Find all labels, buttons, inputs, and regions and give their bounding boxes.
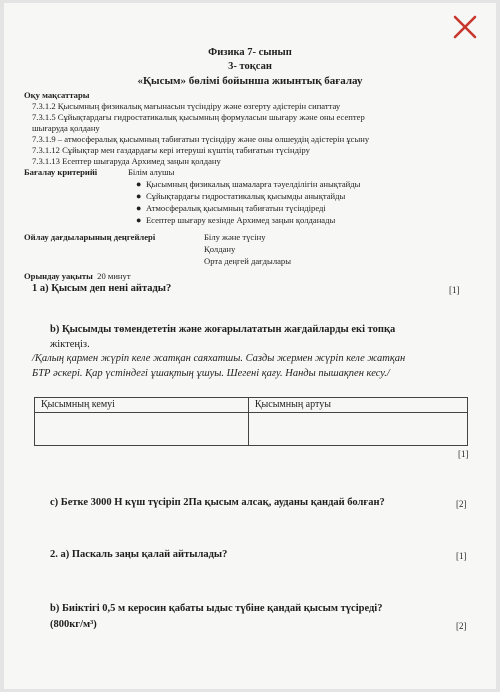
table-header-decrease: Қысымның кемуі (35, 398, 249, 413)
question-2b-density: (800кг/м³) (50, 619, 97, 630)
question-1b-cont: жіктеңіз. (50, 339, 90, 350)
close-x-icon[interactable] (452, 14, 478, 40)
assessment-title: «Қысым» бөлімі бойынша жиынтық бағалау (137, 75, 363, 87)
criteria-sublabel: Білім алушы (128, 167, 175, 177)
objective-item: 7.3.1.9 – атмосфералық қысымның табиғатын түсіндіру және оны өлшеудің әдістерін ұсыну (32, 134, 370, 144)
table-header-increase: Қысымның артуы (248, 398, 467, 413)
criteria-item: ● Сұйықтардағы гидростатикалық қысымды анықтайды (136, 191, 346, 201)
bullet-icon: ● (136, 203, 146, 213)
objectives-label: Оқу мақсаттары (24, 90, 90, 100)
mark-2a: [1] (456, 551, 467, 561)
answer-cell-decrease[interactable] (35, 413, 249, 446)
mark-1a: [1] (449, 285, 460, 295)
time-row: Орындау уақыты 20 минут (24, 271, 131, 281)
objective-item: 7.3.1.12 Сұйықтар мен газдардағы кері итеруші күштің табиғатын түсіндіру (32, 145, 310, 155)
objective-item: шығаруда қолдану (32, 123, 100, 133)
thinking-level: Орта деңгей дағдылары (204, 256, 292, 266)
answer-cell-increase[interactable] (248, 413, 467, 446)
question-1b-examples: /Қалың қармен жүріп келе жатқан саяхатшы. Сазды жермен жүріп келе жатқан (32, 353, 406, 364)
objective-item: 7.3.1.5 Сұйықтардағы гидростатикалық қысымның формуласын шығару және оны есептер (32, 112, 365, 122)
question-1a: 1 а) Қысым деп нені айтады? (32, 283, 172, 294)
term: 3- тоқсан (228, 61, 272, 72)
bullet-icon: ● (136, 215, 146, 225)
criteria-item: ● Есептер шығару кезінде Архимед заңын қолданады (136, 215, 336, 225)
bullet-icon: ● (136, 179, 146, 189)
mark-2b: [2] (456, 621, 467, 631)
criteria-item: ● Атмосфералық қысымның табиғатын түсіндіреді (136, 203, 326, 213)
question-1c: c) Бетке 3000 Н күш түсіріп 2Па қысым алсақ, ауданы қандай болған? (50, 497, 385, 508)
subject-grade: Физика 7- сынып (208, 47, 292, 58)
question-2a: 2. а) Паскаль заңы қалай айтылады? (50, 549, 228, 560)
question-1b-examples-cont: БТР әскері. Қар үстіндегі ұшақтың ұшуы. Шегені қағу. Нанды пышақпен кесу./ (32, 368, 390, 379)
objective-item: 7.3.1.13 Есептер шығаруда Архимед заңын қолдану (32, 156, 221, 166)
thinking-levels-label: Ойлау дағдыларының деңгейлері (24, 232, 156, 242)
bullet-icon: ● (136, 191, 146, 201)
thinking-level: Қолдану (204, 244, 236, 254)
question-1b: b) Қысымды төмендететін және жоғарылататын жағдайларды екі топқа (50, 324, 396, 335)
objective-item: 7.3.1.2 Қысымның физикалық мағынасын түсіндіру және өзгерту әдістерін сипаттау (32, 101, 341, 111)
mark-1c: [2] (456, 499, 467, 509)
mark-1b: [1] (458, 449, 469, 459)
pressure-classification-table (34, 397, 468, 446)
question-2b: b) Биіктігі 0,5 м керосин қабаты ыдыс түбіне қандай қысым түсіреді? (50, 603, 383, 614)
criteria-label: Бағалау критерийі (24, 167, 98, 177)
thinking-level: Білу және түсіну (204, 232, 266, 242)
criteria-item: ● Қысымның физикалық шамаларға тәуелділігін анықтайды (136, 179, 361, 189)
